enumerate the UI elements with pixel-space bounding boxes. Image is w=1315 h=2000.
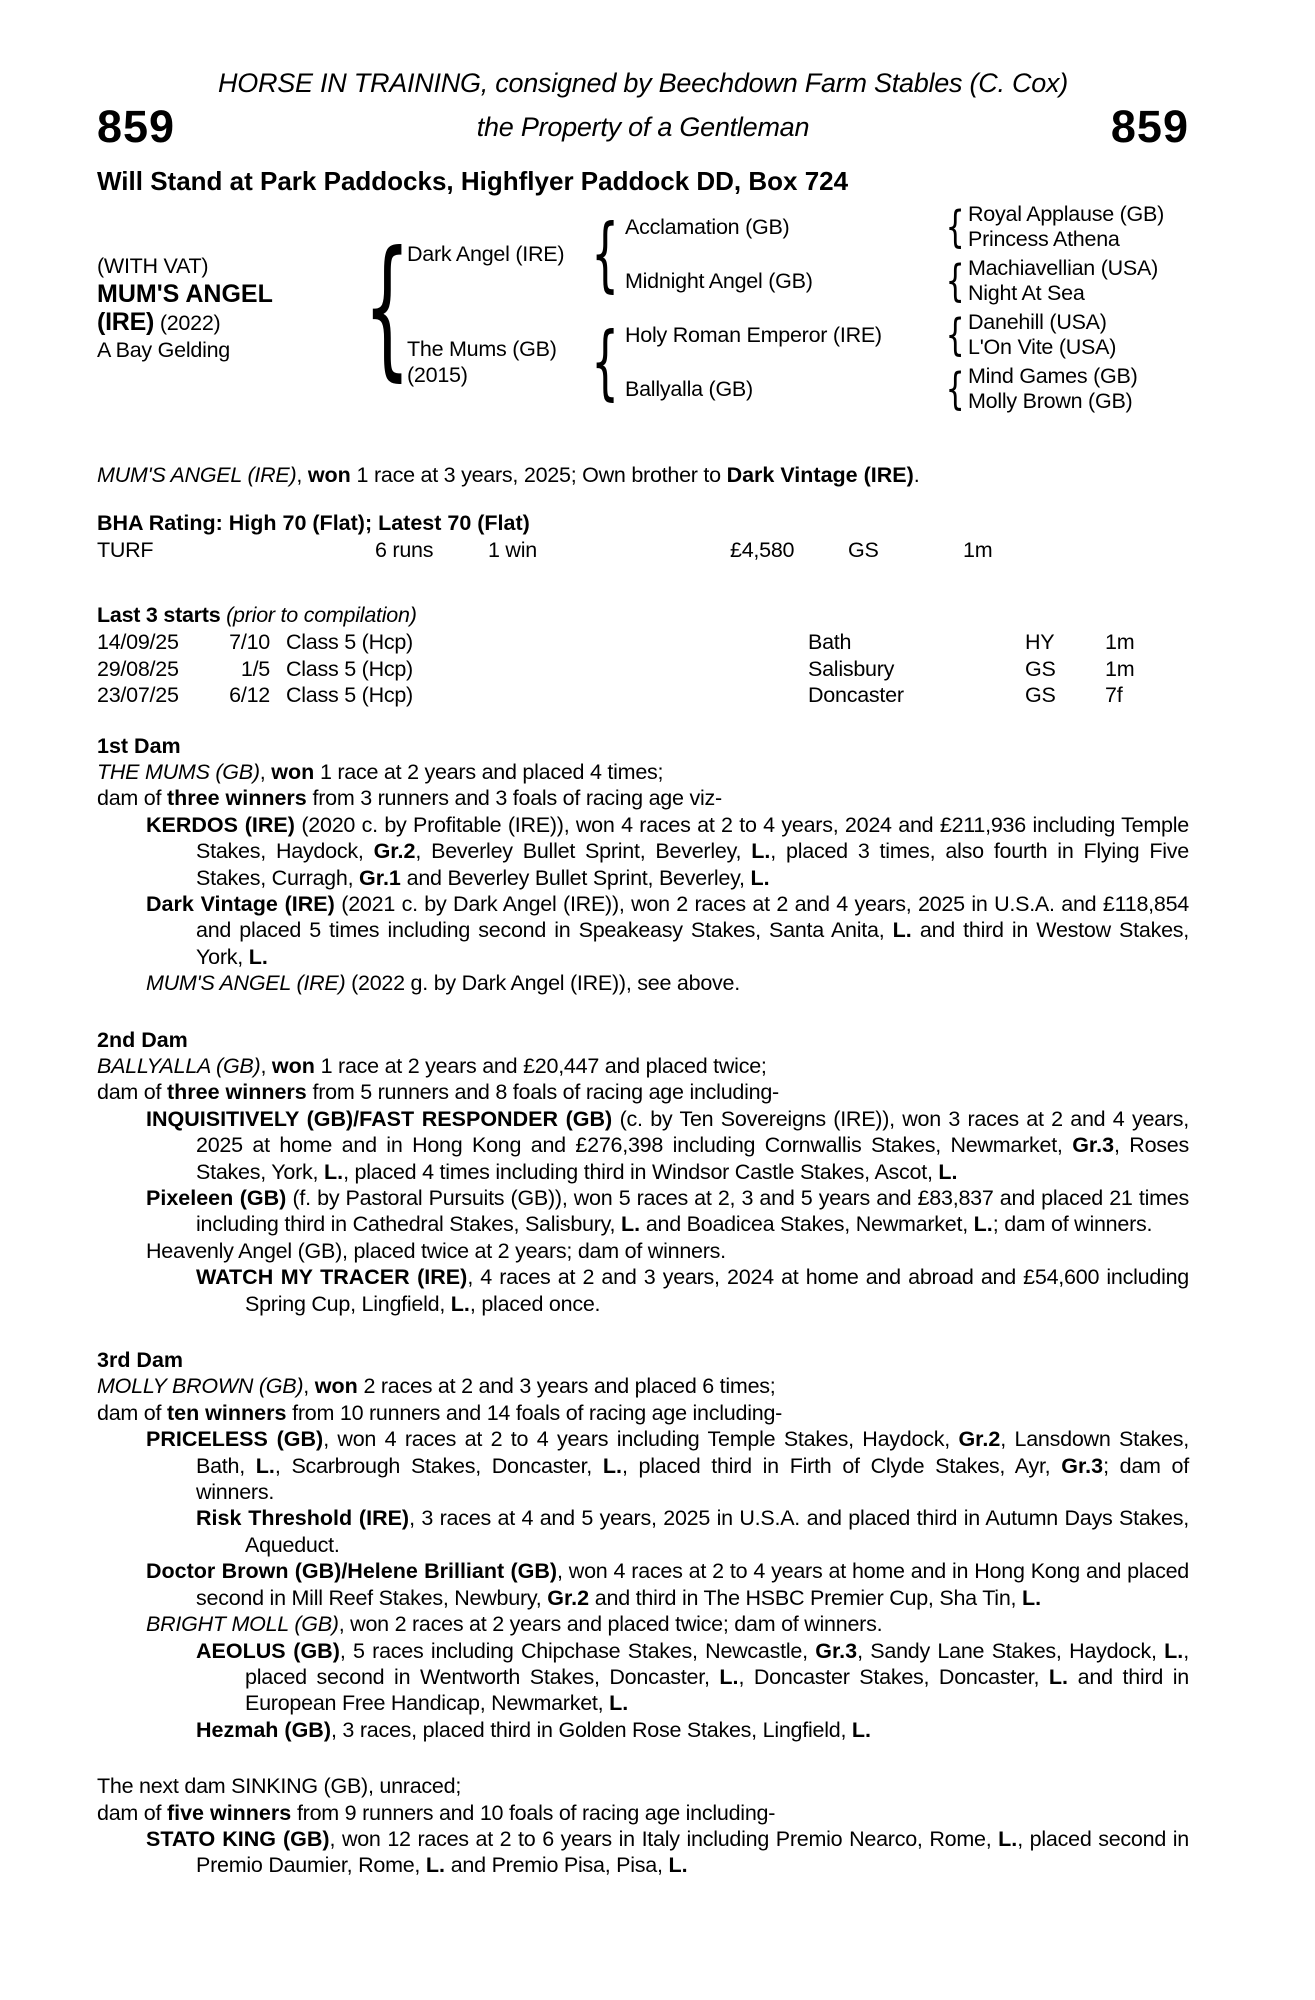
race-date: 23/07/25: [97, 683, 179, 707]
last-starts-title: Last 3 starts: [97, 603, 221, 627]
ancestor-name: Princess Athena: [968, 227, 1120, 251]
pedigree-branch: [625, 364, 1189, 414]
progeny-paragraph: PRICELESS (GB), won 4 races at 2 to 4 years including Temple Stakes, Haydock, Gr.2, Lansdown Stakes, Bath, L., Scarbrough Stakes, Doncaster, L., placed third in Firth of Clyde Stakes, Ayr, Gr.3; dam of winners.: [146, 1427, 1189, 1505]
dam-paragraph: THE MUMS (GB), won 1 race at 2 years and placed 4 times;: [97, 759, 664, 784]
race-start-row: [97, 629, 1189, 656]
race-date: 29/08/25: [97, 656, 179, 681]
progeny-paragraph: BRIGHT MOLL (GB), won 2 races at 2 years and placed twice; dam of winners.: [146, 1612, 883, 1637]
race-venue: Bath: [808, 630, 852, 654]
race-distance: 1m: [1105, 630, 1135, 654]
grandsire-name: Acclamation (GB): [625, 214, 790, 239]
sire-branch: [407, 202, 1189, 306]
pedigree-brace-small: {: [945, 363, 965, 415]
grandsire-name: Holy Roman Emperor (IRE): [625, 322, 882, 347]
lot-horse-details: [97, 253, 367, 364]
page-content: [97, 68, 1189, 1879]
race-start-row: [97, 656, 1189, 683]
ancestor-name: L'On Vite (USA): [968, 335, 1117, 359]
dam: [407, 336, 585, 388]
race-position: 6/12: [229, 683, 270, 707]
pedigree-brace-small: {: [945, 201, 965, 253]
race-going: HY: [1025, 630, 1055, 654]
progeny-paragraph: KERDOS (IRE) (2020 c. by Profitable (IRE)), won 4 races at 2 to 4 years, 2024 and £211,936 including Temple Stakes, Haydock, Gr.2, Beverley Bullet Sprint, Beverley, L., placed 3 times, also fourth in Flying Five Stakes, Curragh, Gr.1 and Beverley Bullet Sprint, Beverley, L.: [146, 812, 1189, 890]
pedigree-generation-1: [407, 202, 1189, 414]
race-distance: 7f: [1105, 683, 1123, 707]
lot-number-right: 859: [1110, 101, 1189, 152]
dam-paragraph: MOLLY BROWN (GB), won 2 races at 2 and 3 years and placed 6 times;: [97, 1374, 776, 1399]
horse-suffix: (IRE): [97, 307, 155, 336]
section-heading-3rd-dam: 3rd Dam: [97, 1348, 184, 1373]
going: GS: [848, 538, 879, 562]
dam-branch: [407, 310, 1189, 414]
race-venue: Doncaster: [808, 683, 904, 707]
next-dam-paragraph: The next dam SINKING (GB), unraced;: [97, 1774, 462, 1799]
horse-description: A Bay Gelding: [97, 337, 231, 362]
horse-year: (2022): [159, 310, 221, 335]
great-grandparents: [968, 202, 1189, 252]
pedigree-brace-sire: {: [591, 206, 619, 302]
progeny-paragraph: Dark Vintage (IRE) (2021 c. by Dark Angel (IRE)), won 2 races at 2 and 4 years, 2025 in U.S.A. and £118,854 and placed 5 times including second in Speakeasy Stakes, Santa Anita, L. and third in Westow Stakes, York, L.: [146, 891, 1189, 969]
race-record-row: [97, 537, 1189, 564]
ancestor-name: Night At Sea: [968, 281, 1085, 305]
dam-paragraph: dam of ten winners from 10 runners and 14 foals of racing age including-: [97, 1400, 783, 1425]
progeny-paragraph: MUM'S ANGEL (IRE) (2022 g. by Dark Angel (IRE)), see above.: [146, 971, 740, 996]
horse-name: MUM'S ANGEL: [97, 279, 273, 308]
pedigree-branch: [625, 310, 1189, 360]
ancestor-name: Machiavellian (USA): [968, 256, 1159, 280]
pedigree-table: [97, 202, 1189, 414]
race-class: Class 5 (Hcp): [286, 656, 413, 681]
progeny-paragraph: INQUISITIVELY (GB)/FAST RESPONDER (GB) (c. by Ten Sovereigns (IRE)), won 3 races at 2 and 4 years, 2025 at home and in Hong Kong and £276,398 including Cornwallis Stakes, Newmarket, Gr.3, Roses Stakes, York, L., placed 4 times including third in Windsor Castle Stakes, Ascot, L.: [146, 1106, 1189, 1184]
great-grandparents: [968, 310, 1189, 360]
wins: 1 win: [488, 538, 537, 562]
race-distance: 1m: [1105, 656, 1135, 681]
earnings: £4,580: [730, 538, 795, 562]
bha-rating: BHA Rating: High 70 (Flat); Latest 70 (Flat): [97, 511, 530, 535]
progeny-paragraph: Hezmah (GB), 3 races, placed third in Golden Rose Stakes, Lingfield, L.: [196, 1717, 872, 1742]
horse-suffix-year: [97, 309, 367, 337]
ancestor-name: Danehill (USA): [968, 310, 1107, 334]
last-starts-heading: [97, 602, 1189, 629]
progeny-paragraph: WATCH MY TRACER (IRE), 4 races at 2 and 3 years, 2024 at home and abroad and £54,600 including Spring Cup, Lingfield, L., placed once.: [196, 1265, 1190, 1316]
dam-paragraph: dam of three winners from 5 runners and 8 foals of racing age including-: [97, 1080, 779, 1105]
progeny-paragraph: Heavenly Angel (GB), placed twice at 2 years; dam of winners.: [146, 1238, 726, 1263]
pedigree-brace-dam: {: [591, 314, 619, 410]
dam-name: The Mums (GB): [407, 337, 557, 361]
last-starts-subtitle: (prior to compilation): [220, 603, 417, 627]
runs: 6 runs: [375, 538, 434, 562]
race-going: GS: [1025, 656, 1056, 681]
pedigree-brace-small: {: [945, 255, 965, 307]
progeny-paragraph: Risk Threshold (IRE), 3 races at 4 and 5 years, 2025 in U.S.A. and placed third in Autumn Days Stakes, Aqueduct.: [196, 1506, 1189, 1557]
distance: 1m: [963, 538, 993, 562]
race-start-row: [97, 682, 1189, 709]
race-class: Class 5 (Hcp): [286, 630, 413, 654]
stand-location: Will Stand at Park Paddocks, Highflyer Paddock DD, Box 724: [97, 166, 849, 196]
lot-number-left: 859: [97, 101, 176, 152]
progeny-paragraph: Doctor Brown (GB)/Helene Brilliant (GB), won 4 races at 2 to 4 years at home and in Hong Kong and placed second in Mill Reef Stakes, Newbury, Gr.2 and third in The HSBC Premier Cup, Sha Tin, L.: [146, 1559, 1189, 1610]
ancestor-name: Royal Applause (GB): [968, 202, 1165, 226]
consignment-line: HORSE IN TRAINING, consigned by Beechdown Farm Stables (C. Cox): [217, 68, 1069, 98]
pedigree-branch: [625, 256, 1189, 306]
race-date: 14/09/25: [97, 630, 179, 654]
dam-year: (2015): [407, 363, 468, 387]
property-line: the Property of a Gentleman: [476, 112, 810, 142]
progeny-paragraph: STATO KING (GB), won 12 races at 2 to 6 years in Italy including Premio Nearco, Rome, L., placed second in Premio Daumier, Rome, L. and Premio Pisa, Pisa, L.: [146, 1826, 1189, 1878]
surface: TURF: [97, 538, 154, 562]
dam-parents: [625, 310, 1189, 414]
progeny-paragraph: Pixeleen (GB) (f. by Pastoral Pursuits (GB)), won 5 races at 2, 3 and 5 years and £83,837 and placed 21 times including third in Cathedral Stakes, Salisbury, L. and Boadicea Stakes, Newmarket, L.; dam of winners.: [146, 1186, 1189, 1237]
section-heading-1st-dam: 1st Dam: [97, 733, 181, 758]
ancestor-name: Mind Games (GB): [968, 364, 1138, 388]
race-going: GS: [1025, 683, 1056, 707]
granddam-name: Ballyalla (GB): [625, 376, 753, 401]
dam-paragraph: BALLYALLA (GB), won 1 race at 2 years and £20,447 and placed twice;: [97, 1053, 767, 1078]
race-position: 1/5: [240, 656, 270, 681]
pedigree-branch: [625, 202, 1189, 252]
lot-row: [97, 102, 1189, 152]
dam-paragraph: dam of three winners from 3 runners and 3 foals of racing age viz-: [97, 786, 722, 811]
pedigree-brace-main: {: [363, 219, 411, 397]
race-summary: MUM'S ANGEL (IRE), won 1 race at 3 years, 2025; Own brother to Dark Vintage (IRE).: [97, 463, 920, 487]
race-venue: Salisbury: [808, 656, 895, 681]
granddam-name: Midnight Angel (GB): [625, 268, 813, 293]
sire-parents: [625, 202, 1189, 306]
section-heading-2nd-dam: 2nd Dam: [97, 1027, 188, 1052]
great-grandparents: [968, 364, 1189, 414]
race-class: Class 5 (Hcp): [286, 683, 413, 707]
pedigree-brace-small: {: [945, 309, 965, 361]
great-grandparents: [968, 256, 1189, 306]
sire: [407, 241, 585, 267]
sire-name: Dark Angel (IRE): [407, 242, 565, 266]
ancestor-name: Molly Brown (GB): [968, 389, 1133, 413]
race-position: 7/10: [229, 630, 270, 654]
vat-note: (WITH VAT): [97, 253, 209, 278]
next-dam-paragraph: dam of five winners from 9 runners and 10 foals of racing age including-: [97, 1800, 776, 1825]
progeny-paragraph: AEOLUS (GB), 5 races including Chipchase Stakes, Newcastle, Gr.3, Sandy Lane Stakes, Haydock, L., placed second in Wentworth Stakes, Doncaster, L., Doncaster Stakes, Doncaster, L. and third in European Free Handicap, Newmarket, L.: [196, 1638, 1189, 1716]
